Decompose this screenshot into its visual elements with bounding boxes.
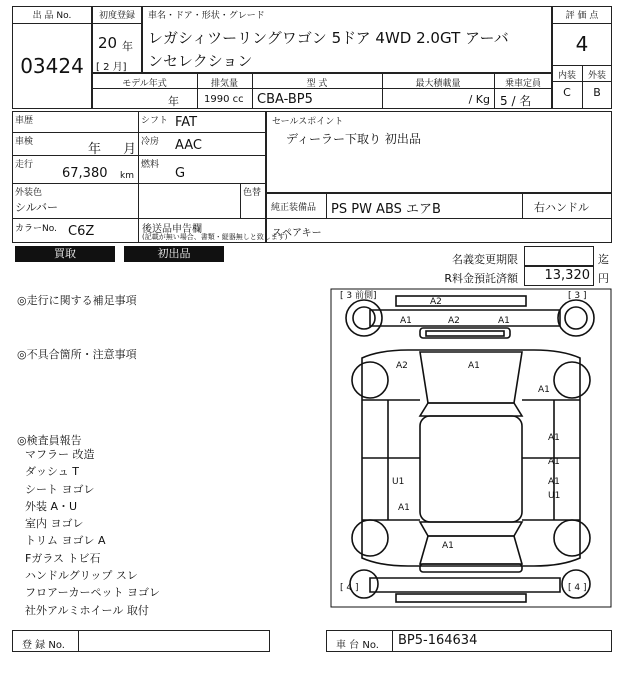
color-change-label: 色替	[243, 188, 262, 198]
inspector-lines	[25, 446, 160, 619]
damage-mark: A1	[468, 361, 480, 371]
car-name-line2: ンセレクション	[148, 52, 253, 70]
inspector-line: マフラー 改造	[25, 448, 95, 461]
color-no-label: カラーNo.	[15, 224, 57, 234]
damage-mark: A1	[538, 385, 550, 395]
mileage-label: 走行	[15, 160, 34, 170]
badge-first-listing: 初出品	[124, 246, 224, 262]
inspector-line: 社外アルミホイール 取付	[25, 603, 149, 617]
max-load-label: 最大積載量	[415, 79, 461, 89]
exterior-grade: B	[593, 86, 601, 99]
exterior-color: シルバー	[15, 201, 58, 214]
damage-mark: A2	[430, 297, 442, 307]
capacity: 5 / 名	[500, 94, 532, 108]
displacement: 1990 cc	[204, 94, 244, 105]
damage-mark: A2	[396, 361, 408, 371]
spare-key: スペアキー	[272, 228, 322, 239]
ac-label: 冷房	[141, 137, 160, 147]
recycle-label: R料金預託済額	[444, 272, 518, 285]
interior-grade: C	[563, 86, 571, 99]
year-unit: 年	[122, 40, 133, 53]
defects-notes-label: ◎不具合箇所・注意事項	[17, 348, 137, 361]
recycle-value: 13,320	[544, 268, 590, 283]
type-value: CBA-BP5	[257, 92, 313, 107]
type-label: 型 式	[306, 79, 328, 89]
name-change-unit: 迄	[598, 253, 609, 266]
ac-value: AAC	[175, 138, 202, 153]
model-year-label: モデル年式	[122, 79, 167, 89]
car-name-line1: レガシィツーリングワゴン 5ドア 4WD 2.0GT アーバ	[148, 29, 509, 47]
damage-mark: A1	[548, 477, 560, 487]
first-reg-label: 初度登録	[98, 11, 135, 21]
damage-mark: U1	[392, 477, 405, 487]
lot-no: 03424	[20, 54, 84, 78]
car-name-label: 車名・ドア・形状・グレード	[148, 11, 265, 21]
docs-label: 後送品申告欄	[142, 224, 202, 235]
sales-point-label: セールスポイント	[272, 117, 344, 127]
chassis-no: BP5-164634	[398, 633, 478, 648]
inspector-line: トリム ヨゴレ A	[25, 534, 106, 548]
history-label: 車歴	[15, 116, 34, 126]
mileage-value: 67,380	[62, 166, 108, 181]
steering: 右ハンドル	[534, 201, 589, 214]
inspector-line: ハンドルグリップ スレ	[25, 569, 138, 583]
model-year-unit: 年	[168, 95, 179, 108]
inspector-line: ダッシュ T	[25, 465, 79, 479]
damage-mark: A1	[442, 541, 454, 551]
inspector-line: シート ヨゴレ	[25, 482, 95, 496]
damage-mark: U1	[548, 491, 561, 501]
first-reg-year: 20	[98, 34, 118, 52]
inspector-line: 室内 ヨゴレ	[25, 517, 84, 531]
damage-mark: A1	[400, 316, 412, 326]
inspector-label: ◎検査員報告	[17, 434, 82, 447]
damage-mark: A2	[448, 316, 460, 326]
damage-mark: A1	[548, 433, 560, 443]
damage-mark: A1	[498, 316, 510, 326]
shift-value: FAT	[175, 115, 198, 130]
sales-point: ディーラー下取り 初出品	[286, 132, 421, 146]
score-value: 4	[575, 32, 589, 56]
first-reg-month: [ 2 月]	[96, 62, 127, 73]
equipment-label: 純正装備品	[271, 203, 317, 213]
damage-mark: A1	[398, 503, 410, 513]
driving-notes-label: ◎走行に関する補足事項	[17, 294, 137, 307]
lot-no-label: 出 品 No.	[32, 11, 72, 21]
score-label: 評 価 点	[565, 11, 599, 21]
reg-no-label: 登 録 No.	[22, 640, 65, 651]
max-load: / Kg	[468, 93, 490, 106]
fuel-value: G	[175, 166, 186, 181]
car-damage-diagram	[330, 288, 612, 608]
corner-label-bl: [ 4 ]	[340, 583, 359, 593]
docs-note: (記載が無い場合、書類・縦器無しと致します)	[142, 233, 288, 241]
inspection-label: 車検	[15, 137, 34, 147]
equipment-value: PS PW ABS エアB	[331, 202, 441, 217]
interior-label: 内装	[557, 71, 576, 81]
corner-label-tr: [ 3 ]	[568, 291, 587, 301]
displacement-label: 排気量	[210, 79, 238, 89]
name-change-label: 名義変更期限	[452, 253, 518, 266]
corner-label-br: [ 4 ]	[568, 583, 587, 593]
fuel-label: 燃料	[141, 160, 160, 170]
exterior-color-label: 外装色	[15, 188, 43, 198]
corner-label-tl: [ 3 前側]	[340, 291, 377, 301]
inspector-line: Fガラス トビ石	[25, 551, 101, 565]
inspector-line: フロアーカーペット ヨゴレ	[25, 586, 160, 600]
inspector-line: 外装 A・U	[25, 499, 78, 513]
mileage-unit: km	[120, 171, 134, 181]
exterior-label: 外装	[587, 71, 606, 81]
inspection-value: 年 月	[88, 142, 137, 157]
recycle-unit: 円	[598, 272, 609, 285]
capacity-label: 乗車定員	[504, 79, 541, 89]
color-no: C6Z	[68, 224, 95, 239]
chassis-label: 車 台 No.	[336, 640, 379, 651]
shift-label: シフト	[141, 116, 169, 126]
damage-mark: A1	[548, 457, 560, 467]
badge-buyout: 買取	[15, 246, 115, 262]
name-change-box	[524, 246, 594, 266]
